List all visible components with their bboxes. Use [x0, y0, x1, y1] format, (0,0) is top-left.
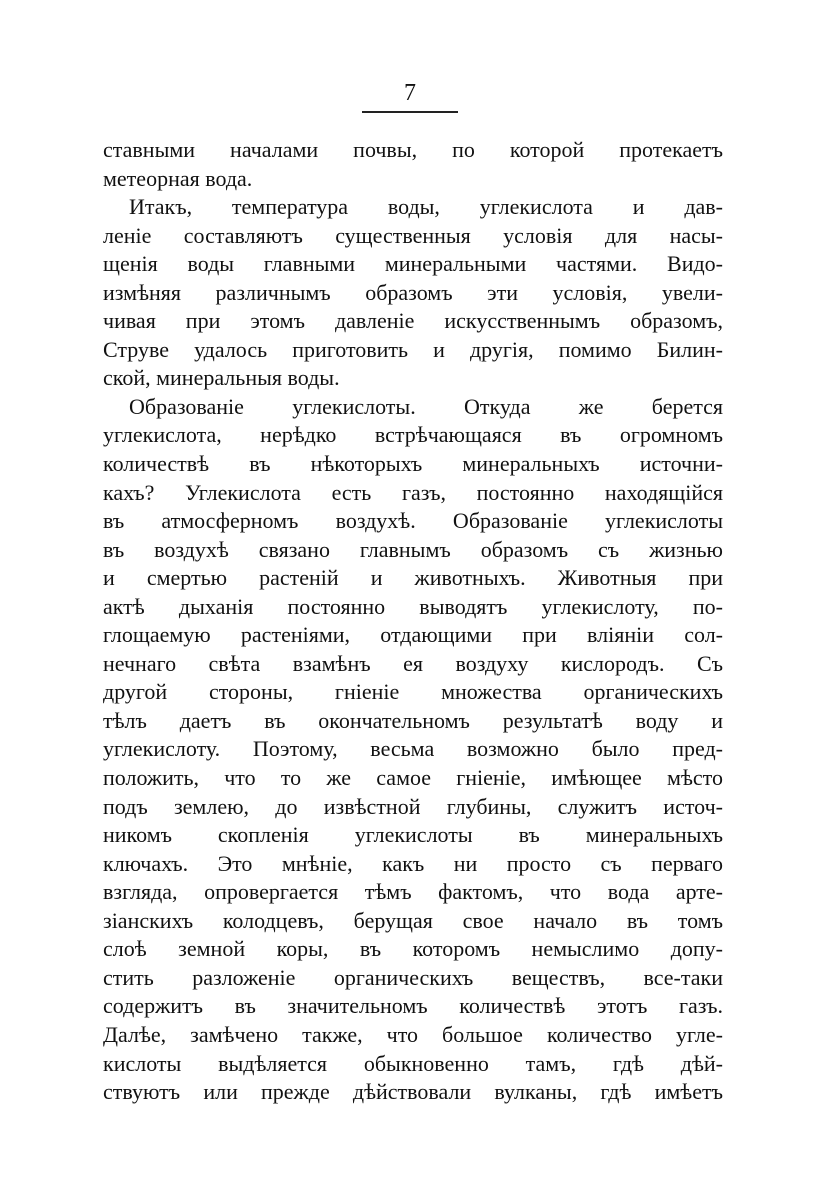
text-line: чивая при этомъ давленiе искусственнымъ образомъ, — [103, 308, 723, 334]
paragraph — [103, 193, 723, 393]
text-line: ставными началами почвы, по которой протекаетъ — [103, 137, 723, 162]
text-line: нечнаго свѣта взамѣнъ ея воздуху кислородъ. Съ — [103, 650, 723, 676]
text-line: и смертью растенiй и животныхъ. Животныя при — [103, 565, 723, 591]
text-line: другой стороны, гнiенiе множества органическихъ — [103, 679, 723, 705]
text-line: глощаемую растенiями, отдающими при влiянiи сол- — [103, 622, 723, 648]
page-number-rule — [362, 111, 458, 113]
text-line: подъ землею, до извѣстной глубины, служитъ источ- — [103, 793, 723, 819]
text-line: Далѣе, замѣчено также, что большое количество угле- — [103, 1021, 723, 1047]
text-line: содержитъ въ значительномъ количествѣ этотъ газъ. — [103, 993, 723, 1019]
paragraph — [103, 136, 723, 193]
text-line: въ воздухѣ связано главнымъ образомъ съ жизнью — [103, 536, 723, 562]
text-line: кахъ? Углекислота есть газъ, постоянно находящiйся — [103, 479, 723, 505]
text-line: Итакъ, температура воды, углекислота и дав- — [129, 194, 723, 220]
text-line: зiанскихъ колодцевъ, берущая свое начало въ томъ — [103, 907, 723, 933]
text-line: Образованiе углекислоты. Откуда же берется — [129, 393, 723, 419]
text-line: никомъ скопленiя углекислоты въ минеральныхъ — [103, 822, 723, 848]
text-line: щенiя воды главными минеральными частями. Видо- — [103, 251, 723, 277]
text-line: количествѣ въ нѣкоторыхъ минеральныхъ источни- — [103, 451, 723, 477]
text-line: стить разложенiе органическихъ веществъ, все-таки — [103, 964, 723, 990]
text-line: метеорная вода. — [103, 165, 253, 191]
text-line: актѣ дыханiя постоянно выводятъ углекислоту, по- — [103, 593, 723, 619]
text-line: ской, минеральныя воды. — [103, 365, 340, 391]
text-line: Струве удалось приготовить и другiя, помимо Билин- — [103, 336, 723, 362]
text-line: ленiе составляютъ существенныя условiя для насы- — [103, 222, 723, 248]
text-line: углекислота, нерѣдко встрѣчающаяся въ огромномъ — [103, 422, 723, 448]
text-line: ствуютъ или прежде дѣйствовали вулканы, гдѣ имѣетъ — [103, 1079, 723, 1105]
text-line: взгляда, опровергается тѣмъ фактомъ, что вода арте- — [103, 879, 723, 905]
text-line: слоѣ земной коры, въ которомъ немыслимо допу- — [103, 936, 723, 962]
body-text — [103, 136, 723, 1107]
text-line: положить, что то же самое гнiенiе, имѣющее мѣсто — [103, 765, 723, 791]
text-line: измѣняя различнымъ образомъ эти условiя, увели- — [103, 279, 723, 305]
paragraph — [103, 393, 723, 1107]
text-line: тѣлъ даетъ въ окончательномъ результатѣ воду и — [103, 707, 723, 733]
text-line: ключахъ. Это мнѣнiе, какъ ни просто съ перваго — [103, 850, 723, 876]
text-line: въ атмосферномъ воздухѣ. Образованiе углекислоты — [103, 508, 723, 534]
text-line: кислоты выдѣляется обыкновенно тамъ, гдѣ дѣй- — [103, 1050, 723, 1076]
text-line: углекислоту. Поэтому, весьма возможно было пред- — [103, 736, 723, 762]
page-number: 7 — [404, 80, 416, 106]
